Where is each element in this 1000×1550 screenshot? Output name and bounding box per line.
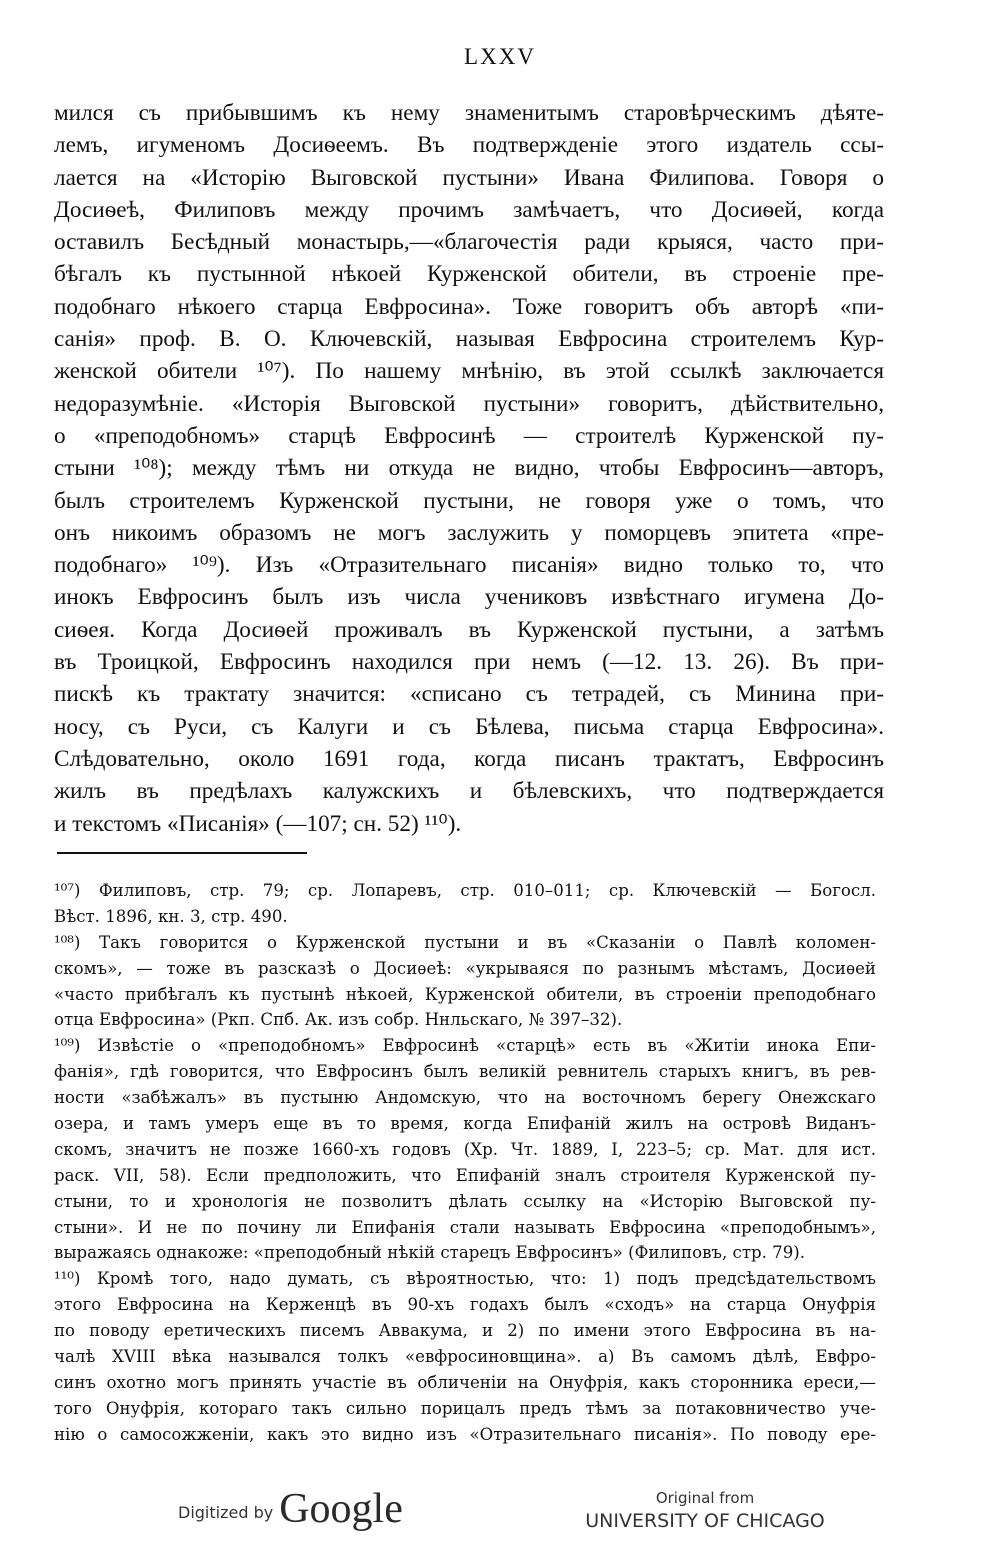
footnote-divider: [57, 852, 307, 854]
text-line: носу, съ Руси, съ Калуги и съ Бѣлева, письма старца Евфросина».: [54, 713, 884, 740]
text-line: стыни ¹⁰⁸); между тѣмъ ни откуда не видно, чтобы Евфросинъ—авторъ,: [54, 455, 884, 482]
footnote-line: фанія», гдѣ говорится, что Евфросинъ былъ великій ревнитель старыхъ книгъ, въ рев-: [54, 1062, 876, 1082]
text-line: и текстомъ «Писанія» (—107; сн. 52) ¹¹⁰).: [54, 810, 462, 837]
footnote-line: стыни, то и хронологія не позволитъ дѣлать ссылку на «Исторію Выговской пу-: [54, 1191, 876, 1211]
institution-name: UNIVERSITY OF CHICAGO: [585, 1510, 825, 1532]
footnote-line: отца Евфросина» (Ркп. Спб. Ак. изъ собр. Ннльскаго, № 397–32).: [54, 1010, 623, 1030]
footnote-line: этого Евфросина на Керженцѣ въ 90-хъ годахъ былъ «сходъ» на старца Онуфрія: [54, 1295, 876, 1315]
text-line: о «преподобномъ» старцѣ Евфросинѣ — строителѣ Курженской пу-: [54, 422, 884, 449]
footnote-line: раск. VII, 58). Если предположить, что Епифаній зналъ строителя Курженской пу-: [54, 1165, 876, 1185]
digitized-by-label: Digitized by: [178, 1503, 274, 1522]
text-line: подобнаго» ¹⁰⁹). Изъ «Отразительнаго писанія» видно только то, что: [54, 552, 884, 579]
footnote-line: чалѣ XVIII вѣка назывался толкъ «евфросиновщина». а) Въ самомъ дѣлѣ, Евфро-: [54, 1347, 876, 1367]
footnote-line: скомъ, значитъ не позже 1660-хъ годовъ (Хр. Чт. 1889, I, 223–5; ср. Мат. для ист.: [54, 1139, 876, 1159]
footnote-line: того Онуфрія, котораго такъ сильно порицалъ предъ тѣмъ за потаковничество уче-: [54, 1398, 876, 1418]
text-line: оставилъ Бесѣдный монастырь,—«благочестія ради крыяся, часто при-: [54, 229, 884, 256]
footnote-line: скомъ», — тоже въ разсказѣ о Досиѳеѣ: «укрываяся по разнымъ мѣстамъ, Досиѳей: [54, 958, 876, 978]
text-line: сиѳея. Когда Досиѳей проживалъ въ Курженской пустыни, а затѣмъ: [54, 616, 884, 643]
footnote-line: Вѣст. 1896, кн. 3, стр. 490.: [54, 906, 288, 926]
original-from-watermark: [560, 1488, 850, 1534]
text-line: санія» проф. В. О. Ключевскій, называя Евфросина строителемъ Кур-: [54, 326, 884, 353]
footnote-line: озера, и тамъ умеръ еще въ то время, когда Епифаній жилъ на островѣ Виданъ-: [54, 1114, 876, 1134]
digitized-by-watermark: [178, 1480, 403, 1530]
text-line: лается на «Исторію Выговской пустыни» Ивана Филипова. Говоря о: [54, 164, 884, 191]
footnotes: [54, 878, 876, 1448]
text-line: женской обители ¹⁰⁷). По нашему мнѣнію, въ этой ссылкѣ заключается: [54, 358, 884, 385]
footnote-line: ности «забѣжалъ» въ пустыню Андомскую, что на восточномъ берегу Онежскаго: [54, 1088, 876, 1108]
text-line: онъ никоимъ образомъ не могъ заслужить у поморцевъ эпитета «пре-: [54, 519, 884, 546]
text-line: въ Троицкой, Евфросинъ находился при немъ (—12. 13. 26). Въ при-: [54, 649, 884, 676]
footnote-line: ¹⁰⁹) Извѣстіе о «преподобномъ» Евфросинѣ «старцѣ» есть въ «Житіи инока Епи-: [54, 1036, 876, 1056]
footnote-line: по поводу еретическихъ писемъ Аввакума, и 2) по имени этого Евфросина въ на-: [54, 1321, 876, 1341]
footnote-line: синъ охотно могъ принять участіе въ обличеніи на Онуфрія, какъ сторонника ереси,—: [54, 1372, 876, 1392]
text-line: бѣгалъ къ пустынной нѣкоей Курженской обители, въ строеніе пре-: [54, 261, 884, 288]
google-logo: Google: [279, 1486, 403, 1532]
main-text: [54, 97, 884, 840]
text-line: инокъ Евфросинъ былъ изъ числа учениковъ извѣстнаго игумена До-: [54, 584, 884, 611]
footnote-line: ¹⁰⁸) Такъ говорится о Курженской пустыни и въ «Сказаніи о Павлѣ коломен-: [54, 932, 876, 952]
footnote-line: стыни». И не по почину ли Епифанія стали называть Евфросина «преподобнымъ»,: [54, 1217, 876, 1237]
text-line: Слѣдовательно, около 1691 года, когда писанъ трактатъ, Евфросинъ: [54, 745, 884, 772]
text-line: пискѣ къ трактату значится: «списано съ тетрадей, съ Минина при-: [54, 681, 884, 708]
page-number: LXXV: [464, 44, 536, 69]
text-line: Досиѳеѣ, Филиповъ между прочимъ замѣчаетъ, что Досиѳей, когда: [54, 196, 884, 223]
text-line: недоразумѣніе. «Исторія Выговской пустыни» говоритъ, дѣйствительно,: [54, 390, 884, 417]
footnote-line: нію о самосожженіи, какъ это видно изъ «Отразительнаго писанія». По поводу ере-: [54, 1424, 876, 1444]
footnote-line: «часто прибѣгалъ къ пустынѣ нѣкоей, Курженской обители, въ строеніи преподобнаго: [54, 984, 876, 1004]
text-line: мился съ прибывшимъ къ нему знаменитымъ старовѣрческимъ дѣяте-: [54, 100, 884, 126]
text-line: подобнаго нѣкоего старца Евфросина». Тоже говоритъ объ авторѣ «пи-: [54, 293, 884, 320]
original-from-label: Original from: [655, 1489, 755, 1507]
text-line: лемъ, игуменомъ Досиѳеемъ. Въ подтвержденіе этого издатель ссы-: [54, 132, 884, 159]
footnote-line: выражаясь однакоже: «преподобный нѣкій старецъ Евфросинъ» (Филиповъ, стр. 79).: [54, 1243, 806, 1263]
footnote-line: ¹⁰⁷) Филиповъ, стр. 79; ср. Лопаревъ, стр. 010–011; ср. Ключевскій — Богосл.: [54, 881, 876, 900]
text-line: жилъ въ предѣлахъ калужскихъ и бѣлевскихъ, что подтверждается: [54, 778, 884, 805]
footnote-line: ¹¹⁰) Кромѣ того, надо думать, съ вѣроятностью, что: 1) подъ предсѣдательствомъ: [54, 1269, 876, 1289]
text-line: былъ строителемъ Курженской пустыни, не говоря уже о томъ, что: [54, 487, 884, 514]
